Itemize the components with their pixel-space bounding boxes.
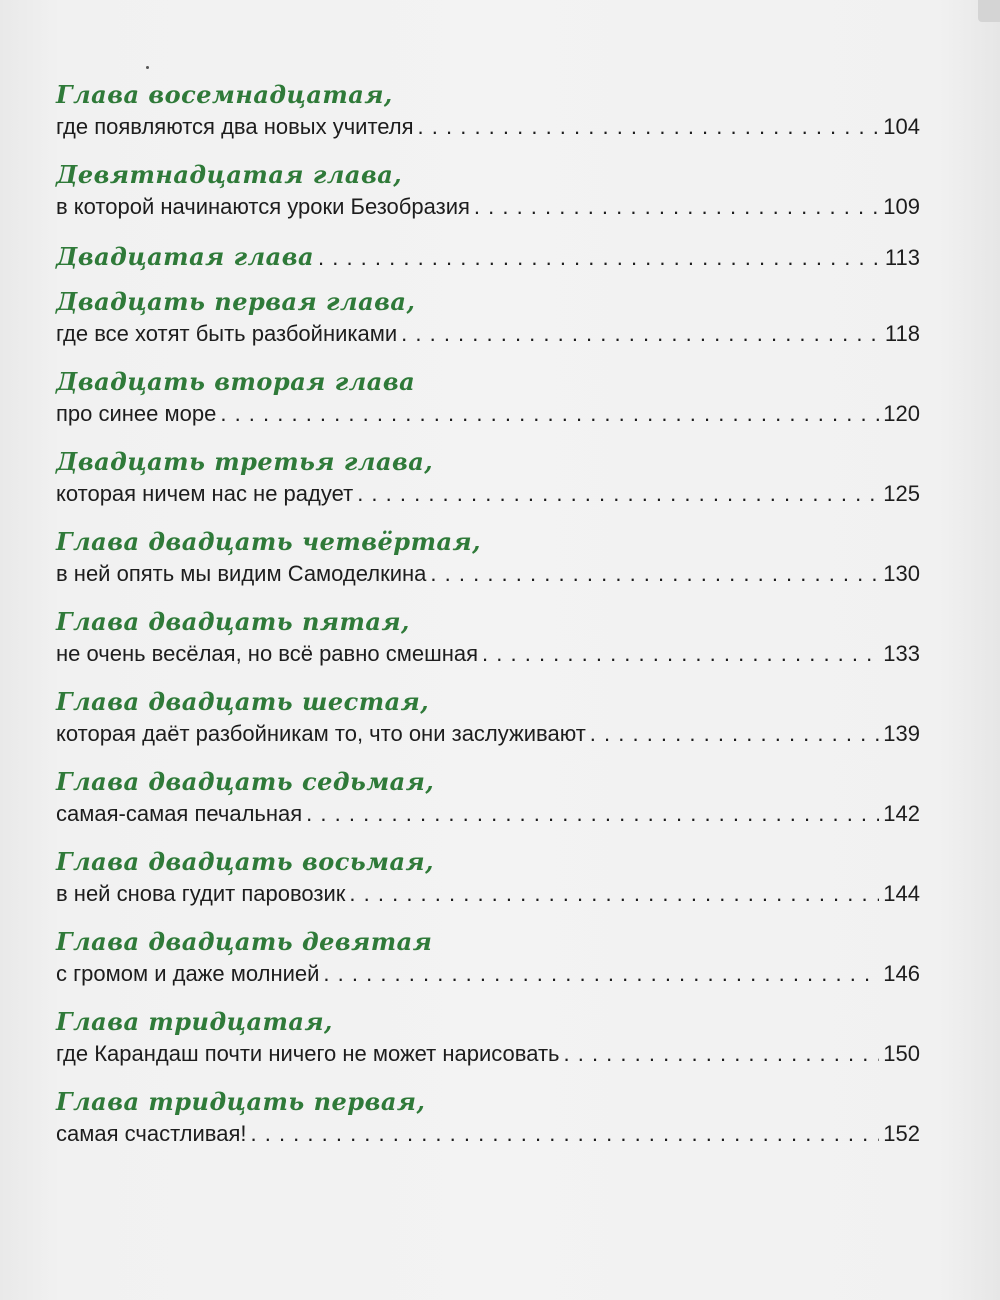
page-number: 118 [884,321,920,346]
chapter-title: Глава двадцать девятая [56,927,433,956]
dot-leader [474,190,879,224]
page-number: 142 [883,801,920,826]
dot-leader [564,1037,880,1071]
chapter-title: Девятнадцатая глава, [56,160,403,189]
page-number: 146 [883,961,920,986]
page-corner [978,0,1000,22]
toc-entry[interactable] [56,767,920,847]
dot-leader [220,397,879,431]
page-number: 144 [883,881,920,906]
toc-line [56,1117,920,1151]
table-of-contents [56,80,920,1167]
chapter-subtitle: в ней опять мы видим Самоделкина [56,561,427,586]
toc-entry[interactable] [56,160,920,240]
toc-line [56,397,920,431]
chapter-subtitle: где Карандаш почти ничего не может нарисовать [56,1041,560,1066]
chapter-subtitle: не очень весёлая, но всё равно смешная [56,641,479,666]
dot-leader [482,637,879,671]
toc-entry[interactable] [56,80,920,160]
chapter-title: Глава тридцатая, [56,1007,333,1036]
chapter-title: Двадцать третья глава, [56,447,434,476]
toc-line [56,637,920,671]
page-number: 133 [883,641,920,666]
chapter-title: Глава двадцать четвёртая, [56,527,481,556]
chapter-subtitle: самая-самая печальная [56,801,303,826]
page-number: 120 [883,401,920,426]
dot-leader [357,477,879,511]
toc-entry[interactable] [56,1087,920,1167]
ink-speck [146,66,149,69]
page-number: 113 [884,245,920,270]
page-number: 104 [883,114,920,139]
toc-entry[interactable] [56,287,920,367]
toc-entry[interactable] [56,607,920,687]
chapter-subtitle: в ней снова гудит паровозик [56,881,346,906]
chapter-title: Двадцать вторая глава [56,367,416,396]
toc-line [56,240,920,274]
toc-entry[interactable] [56,367,920,447]
dot-leader [401,317,881,351]
chapter-title: Глава двадцать пятая, [56,607,410,636]
toc-entry[interactable] [56,847,920,927]
chapter-title: Глава двадцать восьмая, [56,847,434,876]
chapter-subtitle: самая счастливая! [56,1121,247,1146]
chapter-subtitle: с громом и даже молнией [56,961,320,986]
chapter-subtitle: где все хотят быть разбойниками [56,321,398,346]
page-number: 150 [883,1041,920,1066]
chapter-subtitle: которая ничем нас не радует [56,481,354,506]
toc-line [56,717,920,751]
page-number: 109 [883,194,920,219]
dot-leader [251,1117,880,1151]
dot-leader [318,241,881,275]
chapter-title: Глава тридцать первая, [56,1087,426,1116]
dot-leader [590,717,879,751]
chapter-title: Глава восемнадцатая, [56,80,393,109]
chapter-title: Двадцать первая глава, [56,287,416,316]
toc-entry[interactable] [56,447,920,527]
toc-entry[interactable] [56,1007,920,1087]
page-number: 152 [883,1121,920,1146]
toc-line [56,317,920,351]
dot-leader [349,877,879,911]
chapter-subtitle: в которой начинаются уроки Безобразия [56,194,470,219]
dot-leader [418,110,880,144]
toc-entry[interactable] [56,527,920,607]
toc-line [56,557,920,591]
chapter-title: Глава двадцать седьмая, [56,767,435,796]
toc-entry[interactable] [56,927,920,1007]
toc-line [56,1037,920,1071]
chapter-subtitle: про синее море [56,401,217,426]
page-number: 130 [883,561,920,586]
chapter-subtitle: которая даёт разбойникам то, что они заслуживают [56,721,586,746]
chapter-title: Двадцатая глава [56,242,314,271]
toc-line [56,190,920,224]
toc-entry[interactable] [56,687,920,767]
toc-line [56,797,920,831]
dot-leader [323,957,879,991]
page-number: 125 [883,481,920,506]
toc-entry[interactable] [56,240,920,287]
dot-leader [306,797,879,831]
dot-leader [430,557,879,591]
chapter-title: Глава двадцать шестая, [56,687,430,716]
toc-line [56,877,920,911]
toc-line [56,957,920,991]
toc-line [56,477,920,511]
chapter-subtitle: где появляются два новых учителя [56,114,414,139]
toc-line [56,110,920,144]
page-number: 139 [883,721,920,746]
